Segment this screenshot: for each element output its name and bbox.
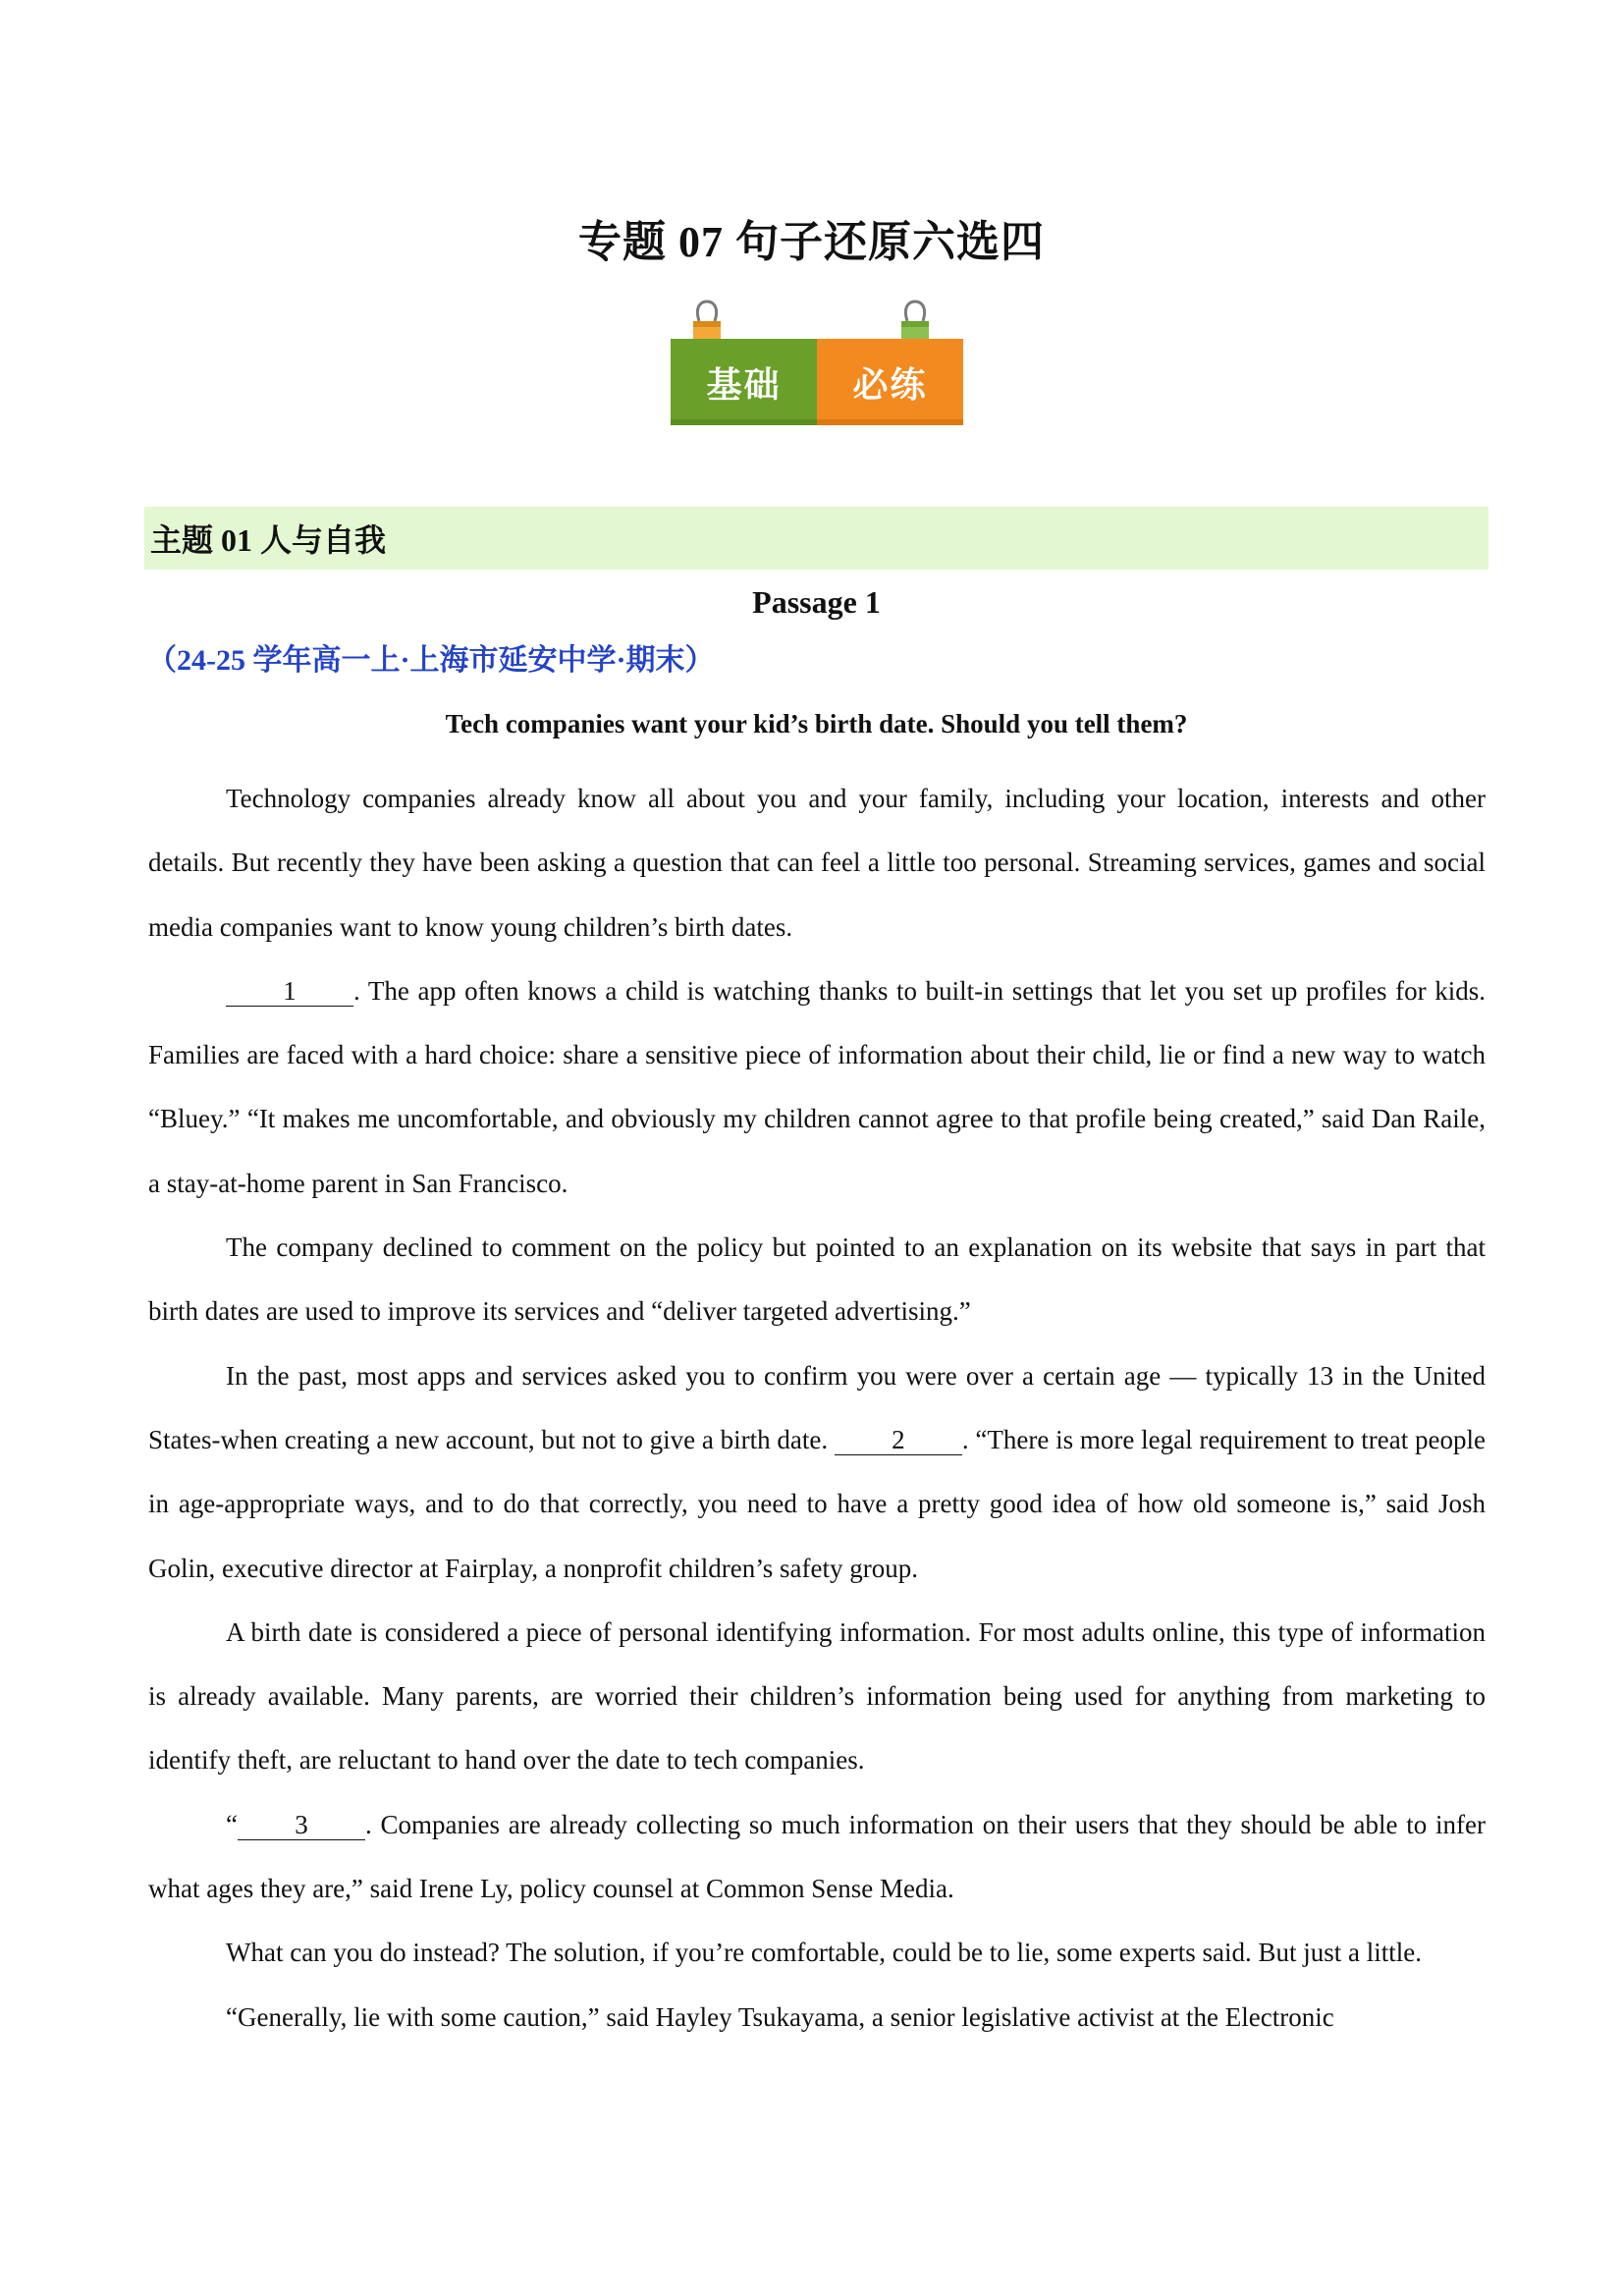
passage-heading: Passage 1: [752, 584, 881, 620]
paragraph: What can you do instead? The solution, if you’re comfortable, could be to lie, some experts said. But just a little.: [226, 1938, 1422, 1968]
paragraph: The company declined to comment on the policy but pointed to an explanation on its website that says in part that birth dates are used to improve its services and “deliver targeted advertising.”: [148, 1232, 1486, 1327]
paragraph: In the past, most apps and services asked you to confirm you were over a certain age — typically 13 in the United States-when creating a new account, but not to give a birth date. 2 . “There is more legal requirement to treat people in age-appropriate ways, and to do that correctly, you need to have a pretty good idea of how old someone is,” said Josh Golin, executive director at Fairplay, a nonprofit children’s safety group.: [148, 1360, 1487, 1583]
article-headline: Tech companies want your kid’s birth date. Should you tell them?: [445, 709, 1188, 738]
answer-blank[interactable]: 2: [835, 1425, 962, 1455]
section-badge: [671, 300, 963, 425]
paragraph: 1 . The app often knows a child is watching thanks to built-in settings that let you set up profiles for kids. Families are faced with a hard choice: share a sensitive piece of information about their child, lie or find a new way to watch “Bluey.” “It makes me uncomfortable, and obviously my children cannot agree to that profile being created,” said Dan Raile, a stay-at-home parent in San Francisco.: [148, 975, 1486, 1198]
answer-blank[interactable]: 1: [226, 976, 353, 1007]
badge-left-card: 基础: [671, 339, 817, 425]
topic-title: 主题 01 人与自我: [150, 522, 387, 558]
paragraph: Technology companies already know all about you and your family, including your location, interests and other details. But recently they have been asking a question that can feel a little too personal. Streaming services, games and social media companies want to know young children’s birth dates.: [148, 784, 1486, 942]
badge-right-card: 必练: [817, 339, 963, 425]
answer-blank[interactable]: 3: [238, 1810, 365, 1840]
paragraph: “ 3 . Companies are already collecting so much information on their users that they should be able to infer what ages they are,” said Irene Ly, policy counsel at Common Sense Media.: [148, 1809, 1486, 1904]
page-title: 专题 07 句子还原六选四: [578, 218, 1045, 266]
article-body: [148, 767, 1486, 2050]
source-line: （24-25 学年高一上·上海市延安中学·期末）: [147, 644, 715, 677]
paragraph: A birth date is considered a piece of personal identifying information. For most adults online, this type of information is already available. Many parents, are worried their children’s information being used for anything from marketing to identify theft, are reluctant to hand over the date to tech companies.: [148, 1616, 1486, 1776]
paragraph: “Generally, lie with some caution,” said Hayley Tsukayama, a senior legislative activist at the Electronic: [226, 2001, 1334, 2032]
topic-bar: [144, 507, 1488, 570]
